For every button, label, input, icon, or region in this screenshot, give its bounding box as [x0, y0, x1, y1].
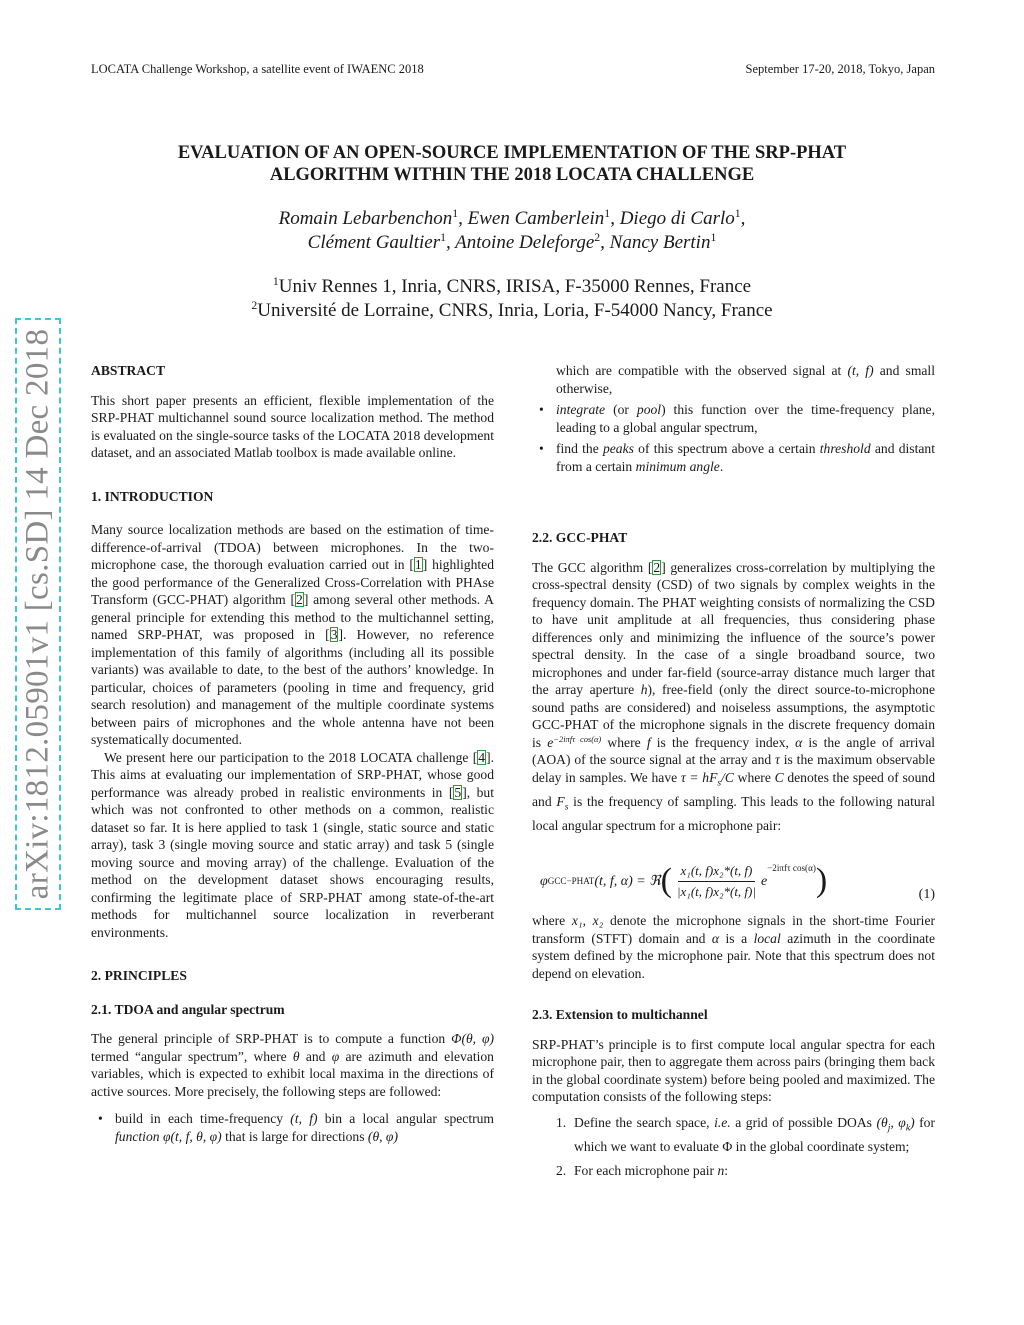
text: that is large for directions [221, 1128, 368, 1144]
fraction-numerator: x₁(t, f)x₂*(t, f) [678, 862, 756, 882]
author-name: Nancy Bertin [609, 232, 711, 253]
text: The GCC algorithm [532, 559, 648, 575]
author-aff-marker: 2 [594, 230, 601, 244]
text: is the angle of arrival (AOA) of the source signal at the array and [532, 734, 936, 767]
citation-link[interactable]: 2 [653, 559, 661, 575]
author-aff-marker: 1 [440, 230, 446, 244]
math: Φ [722, 1139, 733, 1155]
author-list [100, 207, 924, 255]
text: is the maximum observable delay in samples. We have [532, 752, 935, 785]
bullet-icon: • [539, 441, 544, 456]
text: which are compatible with the observed signal at [556, 363, 848, 378]
intro-heading: 1. INTRODUCTION [91, 488, 214, 504]
step-number: 1. [556, 1114, 567, 1130]
text: where [601, 734, 647, 750]
bullet-item-1-continued [532, 362, 935, 397]
running-header-left: LOCATA Challenge Workshop, a satellite event of IWAENC 2018 [91, 62, 424, 76]
text: azimuth in the coordinate system defined by the microphone pair. Note that this spectrum does not depend on elevation. [532, 930, 935, 981]
math: n [717, 1162, 725, 1178]
math: F [556, 793, 565, 809]
affiliation-2 [100, 299, 924, 323]
equation-body: φ GCC−PHAT (t, f, α) = ℜ ( $\frac{\text{x₁(t, f)x₂*(t, f)}}{\text{|x₁(t, f)x₂*(t, f)|}}$ e −2iπfτ cos(α) ) [540, 862, 828, 900]
emphasis: threshold [819, 441, 871, 456]
principles-heading: 2. PRINCIPLES [91, 968, 187, 983]
author-aff-marker: 1 [452, 206, 459, 220]
math: α [711, 930, 720, 946]
affiliation-text: Univ Rennes 1, Inria, CNRS, IRISA, F-35000 Rennes, France [278, 276, 752, 297]
text: of this spectrum above a certain [633, 441, 820, 456]
text: (or [605, 402, 637, 417]
author-aff-marker: 1 [710, 230, 717, 244]
left-paren-icon: ( [660, 862, 672, 900]
text: a grid of possible DOAs [730, 1114, 877, 1130]
text: ), free-field (only the direct source-to-microphone sound paths are considered) and noiseless assumptions, the asymptotic GCC-PHAT of the microphone signals in the discrete frequency domain is [532, 682, 935, 750]
math: θ [292, 1048, 300, 1064]
author-name: Diego di Carlo [619, 208, 735, 229]
math: φ(t, f, θ, φ) [162, 1128, 222, 1144]
text: . This aims at evaluating our implementation of SRP-PHAT, whose good performance was already probed in realistic environments in [91, 749, 494, 800]
right-paren-icon: ) [815, 862, 828, 900]
math: Φ(θ, φ) [451, 1031, 494, 1046]
subsection-heading-2-2: 2.2. GCC-PHAT [532, 530, 628, 545]
text: highlighted the good performance of the Generalized Cross-Correlation with PHAse Transform (GCC-PHAT) algorithm [91, 557, 494, 607]
text: termed “angular spectrum”, where [91, 1048, 293, 1064]
math-subscript: j [887, 1123, 891, 1134]
citation-link[interactable]: 1 [414, 557, 422, 572]
math: f [646, 734, 651, 750]
author-name: Antoine Deleforge [455, 232, 595, 253]
math: , φ [890, 1114, 906, 1130]
math: x₂ [592, 913, 604, 929]
text: generalizes cross-correlation by multiplying the cross-spectral density (CSD) of two signals by complex weights in the frequency domain. The PHAT weighting consists of normalizing the CSD to have unit amplitude at all frequencies, thus considering phase differences only and minimizing the influence of the source’s power spectral density. In the case of a single broadband source, two microphones and under far-field (source-array distance much larger that the array aperture [532, 559, 936, 697]
text: in the global coordinate system; [732, 1139, 910, 1155]
text: denotes the speed of sound and [532, 769, 935, 809]
text: We present here our participation to the 2018 LOCATA challenge [104, 749, 473, 765]
math-subscript: s [564, 802, 569, 813]
math: e [760, 873, 768, 889]
equation-fraction [674, 862, 759, 900]
author-name: Romain Lebarbenchon [278, 208, 453, 229]
text: is a [719, 930, 754, 946]
citation-link[interactable]: 4 [478, 749, 486, 765]
intro-paragraph-2: We present here our participation to the 2018 LOCATA challenge [4]. This aims at evaluating our implementation of SRP-PHAT, whose good performance was already probed in realistic environments in [5], but which was not confronted to other methods on a common, realistic dataset so far. It is here applied to task 1 (single, static source and static array), task 3 (single moving source and static array) and task 5 (single moving source and moving array) of the challenge. Evaluation of the method on the development dataset shows encouraging results, confirming the legitimate place of SRP-PHAT among state-of-the-art methods for multichannel source localization in reverberant environments. [91, 749, 495, 940]
fraction-denominator: |x₁(t, f)x₂*(t, f)| [676, 883, 756, 899]
emphasis: minimum angle [635, 458, 720, 474]
text: Many source localization methods are based on the estimation of time-difference-of-arrival (TDOA) between microphones. In the two-microphone case, the thorough evaluation carried out in [91, 522, 494, 572]
text: build in each time-frequency [115, 1111, 291, 1126]
equation-number: (1) [918, 887, 935, 903]
affiliation-text: Université de Lorraine, CNRS, Inria, Loria, F-54000 Nancy, France [257, 300, 773, 321]
citation-link[interactable]: 2 [296, 592, 303, 607]
math-subscript: s [717, 778, 722, 789]
citation-link[interactable]: 5 [454, 784, 462, 800]
text: is the frequency index, [650, 734, 796, 750]
paper-title [100, 142, 924, 186]
text: ) this function over the time-frequency plane, leading to a global angular spectrum, [556, 402, 935, 435]
text: where [733, 769, 775, 785]
author-line-1: Romain Lebarbenchon$^1$, Ewen Camberlein$^1$, Diego di Carlo$^1$, [278, 206, 746, 229]
arxiv-stamp[interactable] [15, 318, 61, 910]
step-number: 2. [556, 1162, 567, 1178]
extension-paragraph: SRP-PHAT’s principle is to first compute local angular spectra for each microphone pair, then to aggregate them across pairs (bringing them back in the global coordinate system) before being pooled and maximized. The computation consists of the following steps: [532, 1036, 935, 1105]
bullet-item-1 [91, 1110, 494, 1145]
math: h [640, 682, 648, 697]
arxiv-id: arXiv:1812.05901v1 [cs.SD] 14 Dec 2018 [19, 328, 56, 900]
text: find the [556, 441, 603, 456]
subsection-heading-2-3: 2.3. Extension to multichannel [532, 1007, 708, 1023]
gcc-after-equation [532, 912, 935, 982]
affiliations [100, 275, 924, 323]
affiliation-marker: 1 [272, 274, 279, 288]
math: (t, f, α) = ℜ [594, 873, 661, 889]
step-item-1 [532, 1114, 935, 1156]
author-name: Clément Gaultier [307, 232, 441, 253]
text: : [724, 1162, 729, 1178]
math: ) [910, 1114, 915, 1130]
emphasis: peaks [602, 441, 634, 456]
math: C [774, 769, 784, 785]
title-line-1: EVALUATION OF AN OPEN-SOURCE IMPLEMENTATION OF THE SRP-PHAT [177, 143, 847, 163]
title-line-2: ALGORITHM WITHIN THE 2018 LOCATA CHALLENGE [269, 165, 755, 185]
bullet-item-3 [532, 440, 935, 475]
text: denote the microphone signals in the short-time Fourier transform (STFT) domain and [532, 913, 936, 946]
gcc-paragraph: The GCC algorithm [2] generalizes cross-correlation by multiplying the cross-spectral density (CSD) of two signals by complex weights in the frequency domain. The PHAT weighting consists of normalizing the CSD to have unit amplitude at all frequencies, thus considering phase differences only and minimizing the influence of the source’s power spectral density. In the case of a single broadband source, two microphones and under far-field (source-array distance much larger that the array aperture h), free-field (only the direct source-to-microphone sound paths are considered) and noiseless assumptions, the asymptotic GCC-PHAT of the microphone signals in the discrete frequency domain is $e^{-2i\pi f\tau cos(\alpha)}$ where f is the frequency index, α is the angle of arrival (AOA) of the source signal at the array and τ is the maximum observable delay in samples. We have $\tau = hF_s/C$ where C denotes the speed of sound and $F_s$ is the frequency of sampling. This leads to the following natural local angular spectrum for a microphone pair: [532, 559, 936, 833]
text: For each microphone pair [574, 1162, 718, 1178]
left-column [91, 362, 494, 1145]
text: . However, no reference implementation of this family of algorithms (including all its possible variants) was available to date, to the best of the authors’ knowledge. In particular, choices of parameters (pooling in time and frequency, grid search resolution) and management of the multiple coordinate systems between pairs of microphones and the whole antenna have not been systematically documented. [91, 627, 494, 747]
step-item-2 [532, 1162, 935, 1180]
text: is the frequency of sampling. This leads to the following natural local angular spectrum for a microphone pair: [532, 793, 935, 833]
principles-paragraph [91, 1030, 494, 1100]
math: τ = hF [680, 769, 718, 785]
subsection-heading-2-1: 2.1. TDOA and angular spectrum [91, 1001, 285, 1017]
math: e [547, 734, 554, 750]
affiliation-1 [100, 275, 924, 299]
math: (t, f) [290, 1111, 318, 1126]
author-aff-marker: 1 [734, 206, 741, 220]
text: and [299, 1048, 332, 1064]
emphasis: pool [636, 402, 662, 417]
intro-paragraph-1: Many source localization methods are based on the estimation of time-difference-of-arrival (TDOA) between microphones. In the two-microphone case, the thorough evaluation carried out in [1] highlighted the good performance of the Generalized Cross-Correlation with PHAse Transform (GCC-PHAT) algorithm [2] among several other methods. A general principle for extending this method to the multichannel setting, named SRP-PHAT, was proposed in [3]. However, no reference implementation of this family of algorithms (including all its possible variants) was available to date, to the best of the authors’ knowledge. In particular, choices of parameters (pooling in time and frequency, grid search resolution) and management of the multiple coordinate systems between pairs of microphones and the whole antenna have not been systematically documented. [91, 522, 494, 747]
text: are azimuth and elevation variables, which is expected to exhibit local maxima in the directions of active sources. More precisely, the following steps are followed: [91, 1048, 494, 1099]
emphasis: local [753, 930, 781, 946]
math: (θ [876, 1114, 888, 1130]
abstract-text: This short paper presents an efficient, flexible implementation of the SRP-PHAT multichannel sound source localization method. The method is evaluated on the single-source tasks of the LOCATA 2018 development dataset, and an associated Matlab toolbox is made available online. [91, 392, 494, 460]
bullet-item-2 [532, 401, 935, 436]
math-subscript: k [905, 1123, 911, 1134]
text: for which we want to evaluate [574, 1114, 935, 1155]
text: . [719, 458, 724, 474]
text: , but which was not confronted to other methods on a common, realistic dataset so far. It is here applied to task 1 (single, static source and static array), task 3 (single moving source and static array) and task 5 (single moving source and moving array) of the challenge. Evaluation of the method on the development dataset shows encouraging results, confirming the legitimate place of SRP-PHAT among state-of-the-art methods for multichannel source localization in reverberant environments. [91, 784, 495, 940]
math-superscript: −2iπfτ cos(α) [553, 733, 602, 744]
right-column [532, 362, 935, 1179]
abstract-heading: ABSTRACT [91, 363, 166, 378]
text: among several other methods. A general principle for extending this method to the multichannel setting, named SRP-PHAT, was proposed in [91, 592, 494, 642]
affiliation-marker: 2 [251, 298, 258, 312]
text: Define the search space, [574, 1114, 715, 1130]
author-name: Ewen Camberlein [467, 208, 605, 229]
text: where [532, 913, 572, 929]
emphasis: i.e. [714, 1114, 731, 1130]
text: and distant from a certain [556, 441, 935, 474]
math: /C [721, 769, 734, 785]
author-aff-marker: 1 [604, 206, 611, 220]
math: (θ, φ) [367, 1128, 398, 1144]
text: , [582, 913, 593, 929]
text: bin a local angular spectrum [317, 1111, 494, 1126]
equation-1 [532, 856, 935, 912]
text: and small otherwise, [556, 363, 935, 396]
math: α [795, 734, 803, 750]
bullet-icon: • [539, 402, 544, 417]
citation-link[interactable]: 3 [330, 627, 338, 642]
running-header-right: September 17-20, 2018, Tokyo, Japan [745, 62, 935, 76]
emphasis: integrate [556, 402, 606, 417]
author-line-2: Clément Gaultier$^1$, Antoine Deleforge$^2$, Nancy Bertin$^1$ [307, 230, 717, 253]
math: τ [775, 752, 780, 767]
emphasis: function [115, 1128, 160, 1144]
math: (t, f) [847, 363, 874, 378]
math: φ [540, 873, 548, 889]
text: The general principle of SRP-PHAT is to compute a function [91, 1031, 452, 1046]
math: φ [331, 1048, 340, 1064]
bullet-icon: • [98, 1111, 103, 1126]
math: x₁ [571, 913, 583, 929]
